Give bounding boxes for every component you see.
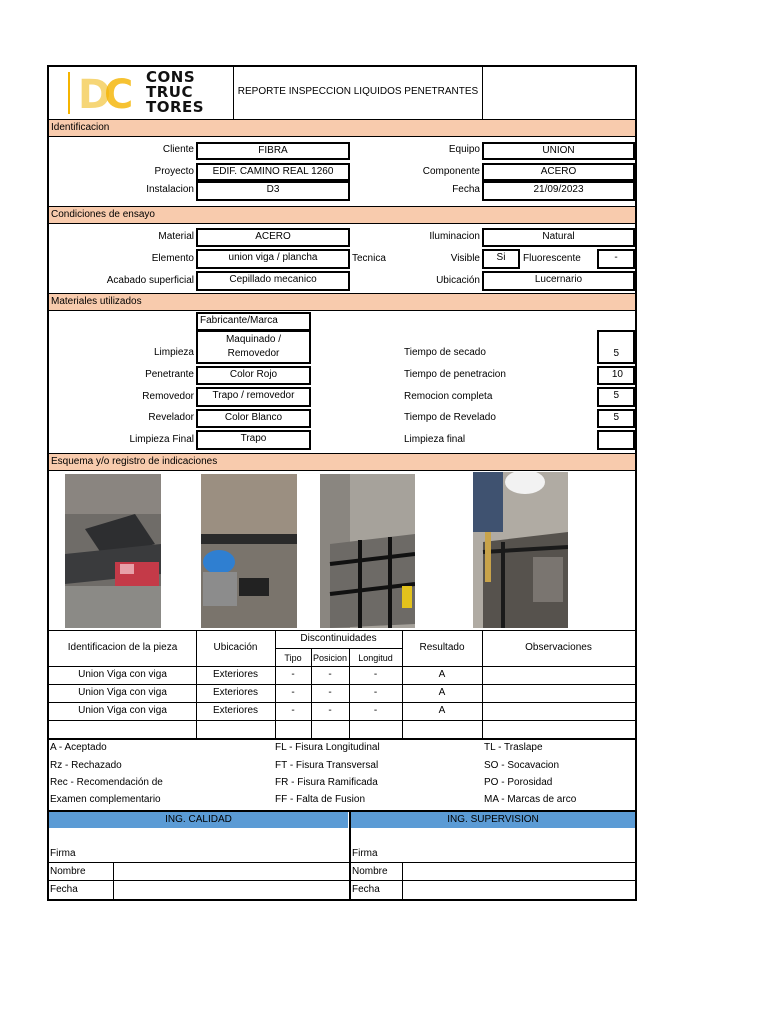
col-header-tipo: Tipo [284, 653, 302, 663]
table-cell-resultado: A [438, 669, 446, 680]
limpieza-final-field: Trapo [196, 430, 311, 450]
signature-divider [349, 810, 351, 900]
material-field: ACERO [196, 228, 350, 247]
signature-col-line [113, 862, 114, 900]
table-cell-posicion: - [328, 705, 332, 716]
limpieza-value-line-1: Maquinado / [225, 334, 282, 345]
ing-supervision-header: ING. SUPERVISION [351, 812, 635, 828]
table-header-line [49, 666, 635, 667]
table-cell-pieza: Union Viga con viga [78, 705, 167, 716]
section-esquema: Esquema y/o registro de indicaciones [49, 453, 635, 471]
section-identificacion: Identificacion [49, 119, 635, 137]
legend-item: Rec - Recomendación de [50, 777, 163, 788]
table-row-line [49, 702, 635, 703]
inspection-photo-1 [65, 474, 161, 628]
inspection-photo-3 [320, 474, 415, 628]
table-cell-tipo: - [291, 687, 295, 698]
legend-item: FT - Fisura Transversal [275, 760, 379, 771]
tiempo-penetracion-field: 10 [597, 366, 635, 385]
legend-item: Examen complementario [50, 794, 161, 805]
calidad-fecha-label: Fecha [50, 884, 78, 895]
col-header-observaciones: Observaciones [525, 642, 592, 653]
visible-label: Visible [450, 253, 480, 264]
fecha-label: Fecha [452, 184, 480, 195]
acabado-label: Acabado superficial [106, 275, 194, 286]
table-bottom-line [49, 738, 635, 740]
table-cell-resultado: A [438, 705, 446, 716]
tiempo-secado-label: Tiempo de secado [404, 347, 486, 358]
tiempo-secado-field: 5 [597, 330, 635, 364]
revelador-field: Color Blanco [196, 409, 311, 428]
legend-item: SO - Socavacion [484, 760, 560, 771]
table-cell-longitud: - [373, 687, 378, 698]
componente-label: Componente [422, 166, 480, 177]
table-col-line [275, 630, 276, 739]
proyecto-field: EDIF. CAMINO REAL 1260 [196, 163, 350, 181]
supervision-firma-label: Firma [352, 848, 378, 859]
penetrante-field: Color Rojo [196, 366, 311, 385]
table-cell-pieza: Union Viga con viga [78, 687, 167, 698]
tiempo-revelado-field: 5 [597, 409, 635, 428]
section-materiales: Materiales utilizados [49, 293, 635, 311]
fabricante-header: Fabricante/Marca [196, 312, 311, 331]
legend-item: FF - Falta de Fusion [275, 794, 366, 805]
table-cell-ubicacion: Exteriores [212, 705, 258, 716]
fecha-field: 21/09/2023 [482, 181, 635, 201]
logo-text-line-1: CONS [146, 68, 196, 86]
legend-item: TL - Traslape [484, 742, 543, 753]
cliente-label: Cliente [162, 144, 194, 155]
tiempo-revelado-label: Tiempo de Revelado [404, 412, 496, 423]
limpieza-final2-label: Limpieza final [404, 434, 466, 445]
table-top-line [49, 630, 635, 631]
elemento-label: Elemento [151, 253, 194, 264]
iluminacion-field: Natural [482, 228, 635, 247]
visible-field: Si [482, 249, 520, 269]
penetrante-label: Penetrante [145, 369, 194, 380]
table-cell-tipo: - [291, 705, 295, 716]
remocion-label: Remocion completa [404, 391, 493, 402]
material-label: Material [158, 231, 194, 242]
table-cell-longitud: - [373, 669, 378, 680]
table-row-line [49, 684, 635, 685]
removedor-label: Removedor [142, 391, 194, 402]
table-cell-pieza: Union Viga con viga [78, 669, 167, 680]
logo-text-line-2: TRUC [146, 83, 193, 101]
legend-item: PO - Porosidad [484, 777, 553, 788]
table-cell-posicion: - [328, 669, 332, 680]
supervision-fecha-label: Fecha [352, 884, 380, 895]
table-cell-ubicacion: Exteriores [212, 669, 258, 680]
col-header-pieza: Identificacion de la pieza [67, 642, 178, 653]
inspection-photo-4 [473, 472, 568, 628]
iluminacion-label: Iluminacion [429, 231, 480, 242]
instalacion-field: D3 [196, 181, 350, 201]
col-header-posicion: Posicion [312, 653, 348, 663]
calidad-nombre-label: Nombre [50, 866, 86, 877]
col-header-discontinuidades: Discontinuidades [300, 633, 377, 644]
limpieza-value-line-2: Removedor [227, 348, 280, 359]
fluorescente-label: Fluorescente [523, 253, 581, 264]
report-title: REPORTE INSPECCION LIQUIDOS PENETRANTES [237, 86, 479, 97]
legend-item: FR - Fisura Ramificada [275, 777, 378, 788]
remocion-field: 5 [597, 387, 635, 407]
legend-item: FL - Fisura Longitudinal [275, 742, 380, 753]
table-subheader-line [275, 648, 402, 649]
limpieza-label: Limpieza [153, 347, 194, 358]
proyecto-label: Proyecto [154, 166, 194, 177]
col-header-ubicacion: Ubicación [213, 642, 258, 653]
elemento-field: union viga / plancha [196, 249, 350, 269]
table-cell-ubicacion: Exteriores [212, 687, 258, 698]
section-condiciones: Condiciones de ensayo [49, 206, 635, 224]
tiempo-penetracion-label: Tiempo de penetracion [404, 369, 506, 380]
ubicacion-label: Ubicación [436, 275, 480, 286]
ubicacion-field: Lucernario [482, 271, 635, 291]
signature-row-line [49, 862, 635, 863]
supervision-nombre-label: Nombre [352, 866, 388, 877]
equipo-field: UNION [482, 142, 635, 160]
table-row-line [49, 720, 635, 721]
calidad-firma-label: Firma [50, 848, 76, 859]
table-cell-posicion: - [328, 687, 332, 698]
acabado-field: Cepillado mecanico [196, 271, 350, 291]
logo-text-line-3: TORES [146, 98, 205, 116]
table-cell-tipo: - [291, 669, 295, 680]
revelador-label: Revelador [148, 412, 194, 423]
limpieza-field [196, 330, 311, 364]
tecnica-label: Tecnica [352, 253, 386, 264]
svg-text:D: D [78, 72, 112, 118]
ing-calidad-header: ING. CALIDAD [49, 812, 348, 828]
legend-item: Rz - Rechazado [50, 760, 122, 771]
instalacion-label: Instalacion [146, 184, 194, 195]
signature-col-line [402, 862, 403, 900]
limpieza-final-label: Limpieza Final [129, 434, 194, 445]
fluorescente-field: - [597, 249, 635, 269]
legend-item: A - Aceptado [50, 742, 107, 753]
cliente-field: FIBRA [196, 142, 350, 160]
table-cell-longitud: - [373, 705, 378, 716]
signature-row-line [49, 880, 635, 881]
table-cell-resultado: A [438, 687, 446, 698]
col-header-resultado: Resultado [419, 642, 465, 653]
limpieza-final2-field [597, 430, 635, 450]
equipo-label: Equipo [448, 144, 480, 155]
svg-text:C: C [104, 72, 134, 118]
inspection-photo-2 [201, 474, 297, 628]
header-divider [482, 66, 483, 119]
company-logo [64, 68, 230, 118]
removedor-field: Trapo / removedor [196, 387, 311, 407]
legend-item: MA - Marcas de arco [484, 794, 577, 805]
logo-mark-icon [64, 68, 144, 118]
componente-field: ACERO [482, 163, 635, 181]
col-header-longitud: Longitud [358, 653, 393, 663]
